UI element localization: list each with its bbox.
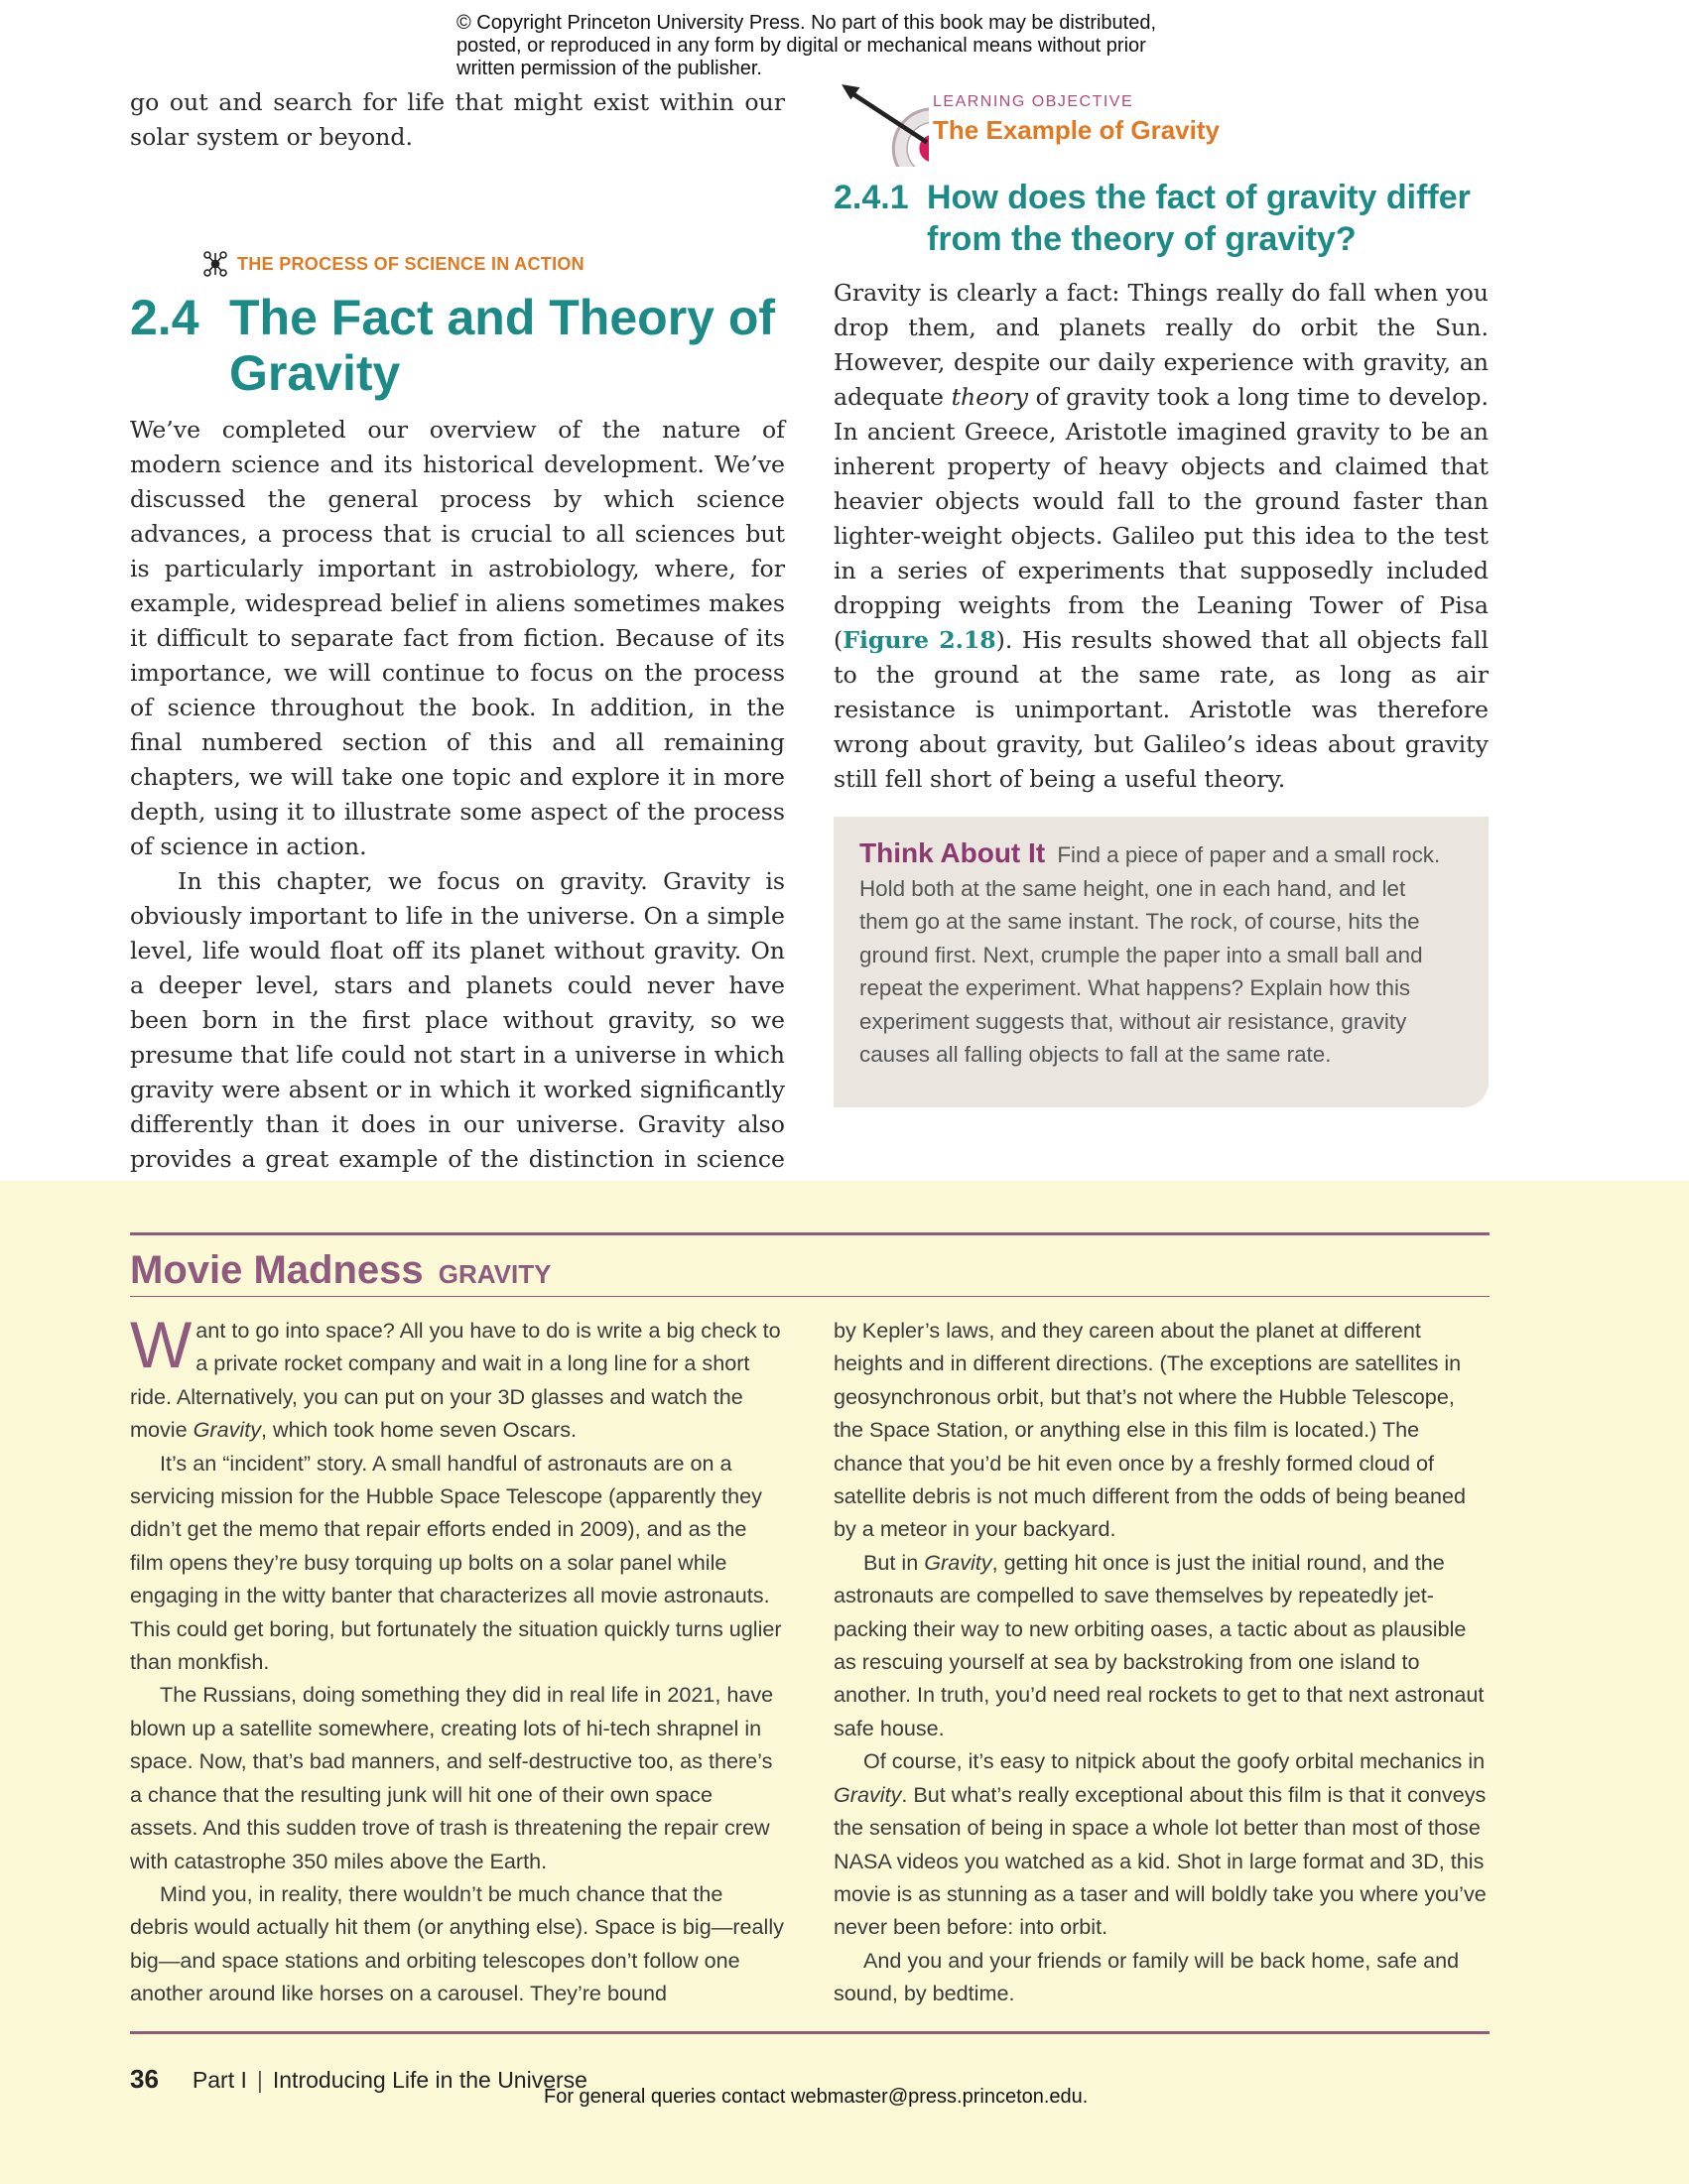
page-number: 36 xyxy=(130,2064,159,2094)
process-of-science-kicker xyxy=(201,250,785,278)
panel-title-rule xyxy=(130,1296,1490,1297)
subsection-title: How does the fact of gravity differ from the theory of gravity? xyxy=(927,179,1471,258)
text-run: But in xyxy=(863,1549,925,1575)
part-label: Part I xyxy=(192,2067,247,2093)
section-title: The Fact and Theory of Gravity xyxy=(229,290,776,401)
molecule-icon xyxy=(201,250,229,278)
text-run: , getting hit once is just the initial round, and the astronauts are compelled to save themselves by repeatedly jet-packing their way to new orbiting oases, a tactic about as plausible as rescuing yourself at sea by backstroking from one island to another. In truth, you’d need real rockets to get to that next astronaut safe house. xyxy=(834,1549,1485,1740)
subsection-number: 2.4.1 xyxy=(834,179,909,216)
page-footer xyxy=(130,2064,587,2095)
kicker-label: THE PROCESS OF SCIENCE IN ACTION xyxy=(237,253,585,274)
text-run: ant to go into space? All you have to do is write a big check to a private rocket company and wait in a long line for a short ride. Alternatively, you can put on your 3D glasses and watch the movie xyxy=(130,1318,781,1443)
movie-paragraph-1 xyxy=(130,1308,785,1447)
text-run: ). His results showed that all objects fall to the ground at the same rate, as long as air resistance is unimportant. Aristotle was therefore wrong about gravity, but Galileo’s ideas about gravity still fell short of being a useful theory. xyxy=(834,626,1489,793)
emphasis-theory: theory xyxy=(951,383,1029,411)
right-column xyxy=(834,85,1489,1107)
movie-paragraph-6 xyxy=(834,1546,1489,1744)
panel-bottom-rule xyxy=(130,2031,1490,2034)
think-about-it-body: Find a piece of paper and a small rock. Hold both at the same height, one in each hand, and let them go at the same instant. The rock, of course, hits the ground first. Next, crumple the paper into a small ball and repeat the experiment. What happens? Explain how this experiment suggests that, without air resistance, gravity causes all falling objects to fall at the same rate. xyxy=(859,842,1441,1067)
movie-right-column xyxy=(834,1314,1489,2010)
think-about-it-box xyxy=(834,817,1489,1107)
movie-title-main: Movie Madness xyxy=(130,1248,424,1292)
emphasis-gravity: Gravity xyxy=(924,1549,992,1575)
movie-madness-title xyxy=(130,1246,551,1298)
movie-paragraph-3: The Russians, doing something they did in real life in 2021, have blown up a satellite somewhere, creating lots of hi-tech shrapnel in space. Now, that’s bad manners, and self-destructive too, as there’s a chance that the resulting junk will hit one of their own space assets. And this sudden trove of trash is threatening the repair crew with catastrophe 350 miles above the Earth. xyxy=(130,1682,774,1873)
think-about-it-title: Think About It xyxy=(859,837,1046,868)
contact-notice: For general queries contact webmaster@press.princeton.edu. xyxy=(544,2086,1089,2108)
section-heading xyxy=(130,290,785,401)
panel-top-rule xyxy=(130,1232,1490,1235)
movie-left-column xyxy=(130,1308,785,2010)
learning-objective xyxy=(834,85,1489,165)
think-about-it-text xyxy=(859,836,1449,1072)
footer-divider: | xyxy=(256,2067,263,2093)
section-paragraph-1: We’ve completed our overview of the nature of modern science and its historical development. We’ve discussed the general process by which science advances, a process that is crucial to all sciences but is particularly important in astrobiology, where, for example, widespread belief in aliens sometimes makes it difficult to separate fact from fiction. Because of its importance, we will continue to focus on the process of science throughout the book. In addition, in the final numbered section of this and all remaining chapters, we will take one topic and explore it in more depth, using it to illustrate some aspect of the process of science in action. xyxy=(130,416,785,860)
part-title: Introducing Life in the Universe xyxy=(272,2067,587,2093)
section-paragraph-2: In this chapter, we focus on gravity. Gravity is obviously important to life in the universe. On a simple level, life would float off its planet without gravity. On a deeper level, stars and planets could never have been born in the first place without gravity, so we presume that life could not start in a universe in which gravity were absent or in which it worked significantly differently than it does in our universe. Gravity also provides a great example of the distinction in science xyxy=(130,867,785,1173)
drop-cap: W xyxy=(130,1308,193,1381)
text-run: . But what’s really exceptional about this film is that it conveys the sensation of being in space a whole lot better than most of those NASA videos you watched as a kid. Shot in large format and 3D, this movie is as stunning as a taser and will boldly take you where you’ve never been before: into orbit. xyxy=(834,1781,1487,1940)
learning-objective-title: The Example of Gravity xyxy=(933,115,1220,145)
text-run: Of course, it’s easy to nitpick about the goofy orbital mechanics in xyxy=(863,1748,1486,1774)
movie-paragraph-5: by Kepler’s laws, and they careen about the planet at different heights and in different directions. (The exceptions are satellites in geosynchronous orbit, but that’s not where the Hubble Telescope, the Space Station, or anything else in this film is located.) The chance that you’d be hit even once by a freshly formed cloud of satellite debris is not much different from the odds of being beaned by a meteor in your backyard. xyxy=(834,1318,1467,1542)
copyright-notice: © Copyright Princeton University Press. No part of this book may be distributed, posted, or reproduced in any form by digital or mechanical means without prior written permission of the publisher. xyxy=(456,12,1157,79)
figure-link[interactable]: Figure 2.18 xyxy=(843,626,996,654)
movie-madness-panel xyxy=(0,1181,1689,2184)
intro-tail-text: go out and search for life that might exist within our solar system or beyond. xyxy=(130,88,785,151)
movie-paragraph-8: And you and your friends or family will be back home, safe and sound, by bedtime. xyxy=(834,1947,1460,2006)
movie-title-subtitle: GRAVITY xyxy=(438,1259,552,1289)
emphasis-gravity: Gravity xyxy=(834,1781,902,1807)
movie-paragraph-7 xyxy=(834,1744,1489,1943)
emphasis-gravity: Gravity xyxy=(193,1417,261,1443)
left-column xyxy=(130,85,785,1246)
learning-objective-label: LEARNING OBJECTIVE xyxy=(933,93,1134,110)
text-run: Gravity is clearly a fact: Things really do fall when you drop them, and planets really do orbit the Sun. However, despite our daily experience with gravity, an adequate xyxy=(834,279,1489,411)
target-arrow-icon xyxy=(834,81,929,167)
gravity-fact-paragraph xyxy=(834,276,1489,797)
subsection-heading xyxy=(834,177,1489,260)
learning-objective-text xyxy=(933,91,1220,147)
text-run: of gravity took a long time to develop. In ancient Greece, Aristotle imagined gravity to be an inherent property of heavy objects and claimed that heavier objects would fall to the ground faster than lighter-weight objects. Galileo put this idea to the test in a series of experiments that supposedly included dropping weights from the Leaning Tower of Pisa ( xyxy=(834,383,1489,654)
movie-paragraph-4: Mind you, in reality, there wouldn’t be much chance that the debris would actually hit them (or anything else). Space is big—really big—and space stations and orbiting telescopes don’t follow one another around like horses on a carousel. They’re bound xyxy=(130,1880,784,2006)
movie-paragraph-2: It’s an “incident” story. A small handful of astronauts are on a servicing mission for the Hubble Space Telescope (apparently they didn’t get the memo that repair efforts ended in 2009), and as the film opens they’re busy torquing up bolts on a solar panel while engaging in the witty banter that characterizes all movie astronauts. This could get boring, but fortunately the situation quickly turns uglier than monkfish. xyxy=(130,1450,782,1675)
section-number: 2.4 xyxy=(130,290,199,345)
text-run: , which took home seven Oscars. xyxy=(261,1417,578,1443)
